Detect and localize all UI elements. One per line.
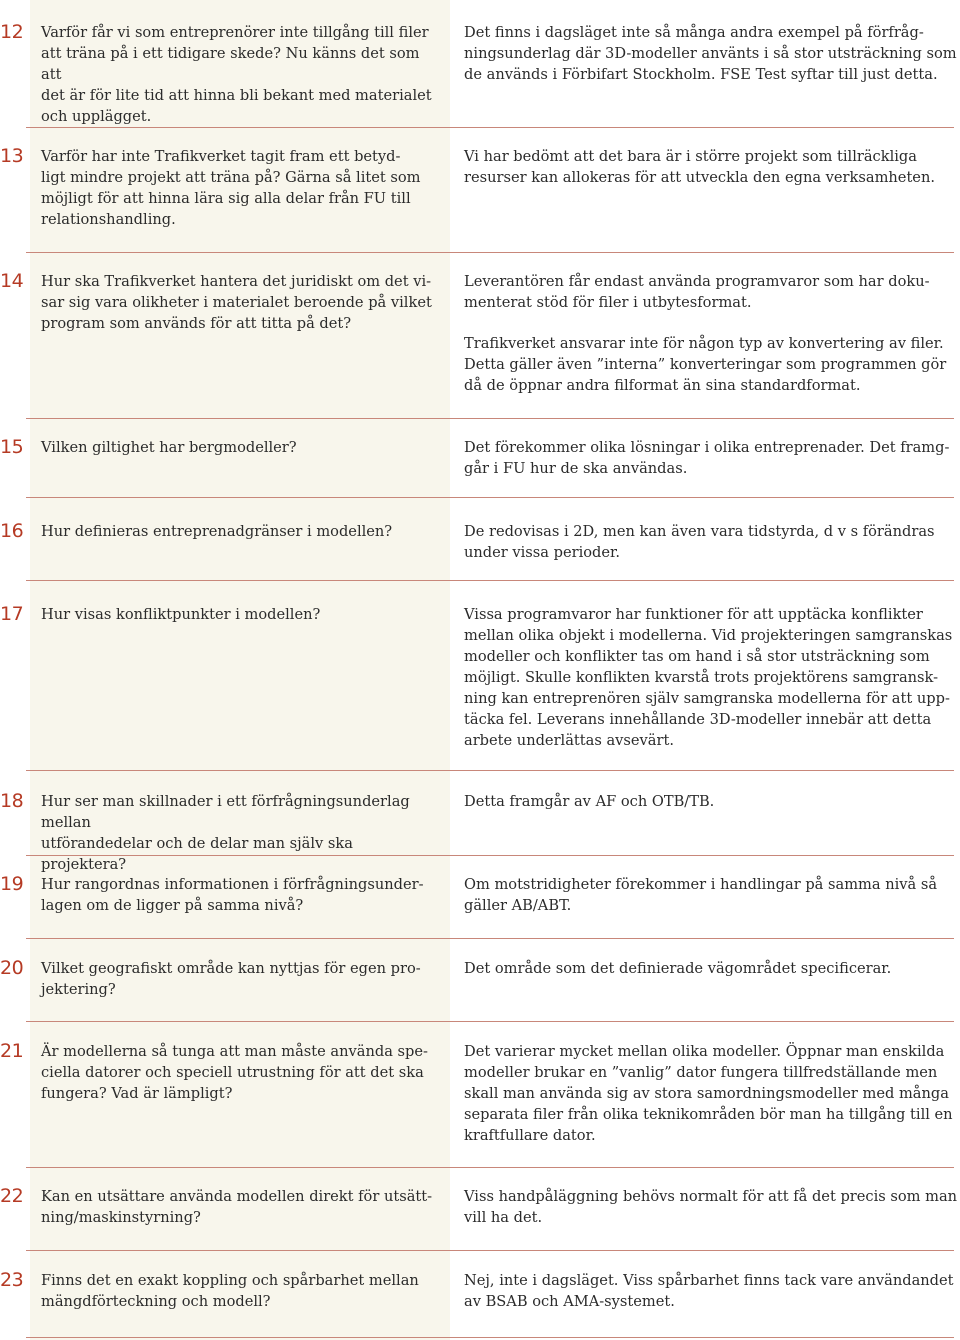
question-number: 21 bbox=[0, 1040, 24, 1062]
question-text: Kan en utsättare använda modellen direkt för utsätt- ning/maskinstyrning? bbox=[41, 1188, 433, 1226]
answer-paragraph: Vissa programvaror har funktioner för att upptäcka konflikter mellan olika objekt i modellerna. Vid projekteringen samgranskas modeller och konflikter tas om hand i så stor utsträckning som möjligt. Skulle konflikten kvarstå trots projektörens samgransk- ning kan entreprenören själv samgranska modellerna för att upp- täcka fel. Leverans innehållande 3D-modeller innebär att detta arbete underlättas avsevärt. bbox=[464, 606, 953, 749]
question-text: Hur ska Trafikverket hantera det juridiskt om det vi- sar sig vara olikheter i materialet beroende på vilket program som används för att titta på det? bbox=[41, 273, 432, 332]
answer-paragraph: Det varierar mycket mellan olika modeller. Öppnar man enskilda modeller brukar en ”vanlig” dator fungera tillfredställande men skall man använda sig av stora samordningsmodeller med många separata filer från olika teknikområden bör man ha tillgång till en kraftfullare dator. bbox=[464, 1043, 953, 1144]
question-text: Är modellerna så tunga att man måste använda spe- ciella datorer och speciell utrustning för att det ska fungera? Vad är lämpligt? bbox=[41, 1043, 428, 1102]
question-number: 22 bbox=[0, 1185, 24, 1207]
question-text: Hur ser man skillnader i ett förfrågningsunderlag mellan utförandedelar och de delar man själv ska projektera? bbox=[41, 793, 410, 873]
question-text: Varför får vi som entreprenörer inte tillgång till filer att träna på i ett tidigare skede? Nu känns det som att det är för lite tid att hinna bli bekant med materialet och upplägget. bbox=[41, 24, 432, 125]
answer-paragraph: Vi har bedömt att det bara är i större projekt som tillräckliga resurser kan allokeras för att utveckla den egna verksamheten. bbox=[464, 148, 935, 186]
question-text: Vilken giltighet har bergmodeller? bbox=[41, 439, 297, 456]
question-text: Hur definieras entreprenadgränser i modellen? bbox=[41, 523, 393, 540]
answer-text bbox=[464, 958, 958, 979]
question-number: 18 bbox=[0, 790, 24, 812]
answer-text bbox=[464, 521, 958, 563]
answer-text bbox=[464, 146, 958, 188]
answer-paragraph: Viss handpåläggning behövs normalt för att få det precis som man vill ha det. bbox=[464, 1188, 958, 1226]
question-number: 12 bbox=[0, 21, 24, 43]
question-text: Varför har inte Trafikverket tagit fram ett betyd- ligt mindre projekt att träna på? Gärna så litet som möjligt för att hinna lära sig alla delar från FU till relationshandling. bbox=[41, 148, 421, 228]
question-number: 19 bbox=[0, 873, 24, 895]
answer-text bbox=[464, 874, 958, 916]
answer-paragraph: Leverantören får endast använda programvaror som har doku- menterat stöd för filer i utbytesformat. bbox=[464, 273, 930, 311]
row-divider bbox=[26, 770, 954, 771]
row-divider bbox=[26, 497, 954, 498]
question-number: 20 bbox=[0, 957, 24, 979]
answer-paragraph: De redovisas i 2D, men kan även vara tidstyrda, d v s förändras under vissa perioder. bbox=[464, 523, 935, 561]
answer-text bbox=[464, 604, 958, 751]
row-divider bbox=[26, 418, 954, 419]
answer-text bbox=[464, 437, 958, 479]
row-divider bbox=[26, 1167, 954, 1168]
answer-text bbox=[464, 271, 958, 396]
question-number: 14 bbox=[0, 270, 24, 292]
question-number: 15 bbox=[0, 436, 24, 458]
question-number: 13 bbox=[0, 145, 24, 167]
row-divider bbox=[26, 252, 954, 253]
answer-text bbox=[464, 1186, 958, 1228]
row-divider bbox=[26, 127, 954, 128]
row-divider bbox=[26, 1250, 954, 1251]
answer-paragraph: Det finns i dagsläget inte så många andra exempel på förfråg- ningsunderlag där 3D-modeller använts i så stor utsträckning som de används i Förbifart Stockholm. FSE Test syftar till just detta. bbox=[464, 24, 957, 83]
answer-text bbox=[464, 1270, 958, 1312]
question-text: Hur rangordnas informationen i förfrågningsunder- lagen om de ligger på samma nivå? bbox=[41, 876, 424, 914]
answer-text bbox=[464, 22, 958, 85]
row-divider bbox=[26, 855, 954, 856]
answer-paragraph: Om motstridigheter förekommer i handlingar på samma nivå så gäller AB/ABT. bbox=[464, 876, 938, 914]
answer-paragraph: Detta framgår av AF och OTB/TB. bbox=[464, 793, 715, 810]
question-number: 17 bbox=[0, 603, 24, 625]
question-text: Vilket geografiskt område kan nyttjas för egen pro- jektering? bbox=[41, 960, 421, 998]
question-number: 23 bbox=[0, 1269, 24, 1291]
question-text: Hur visas konfliktpunkter i modellen? bbox=[41, 606, 321, 623]
row-divider bbox=[26, 580, 954, 581]
answer-paragraph: Det område som det definierade vägområdet specificerar. bbox=[464, 960, 892, 977]
answer-text bbox=[464, 1041, 958, 1146]
row-divider bbox=[26, 1337, 954, 1338]
row-divider bbox=[26, 1021, 954, 1022]
question-text: Finns det en exakt koppling och spårbarhet mellan mängdförteckning och modell? bbox=[41, 1272, 419, 1310]
answer-paragraph: Trafikverket ansvarar inte för någon typ av konvertering av filer. Detta gäller även ”interna” konverteringar som programmen gör då de öppnar andra filformat än sina standardformat. bbox=[464, 335, 947, 394]
answer-text bbox=[464, 791, 958, 812]
row-divider bbox=[26, 938, 954, 939]
question-number: 16 bbox=[0, 520, 24, 542]
answer-paragraph: Nej, inte i dagsläget. Viss spårbarhet finns tack vare användandet av BSAB och AMA-systemet. bbox=[464, 1272, 954, 1310]
answer-paragraph: Det förekommer olika lösningar i olika entreprenader. Det framg- går i FU hur de ska användas. bbox=[464, 439, 950, 477]
